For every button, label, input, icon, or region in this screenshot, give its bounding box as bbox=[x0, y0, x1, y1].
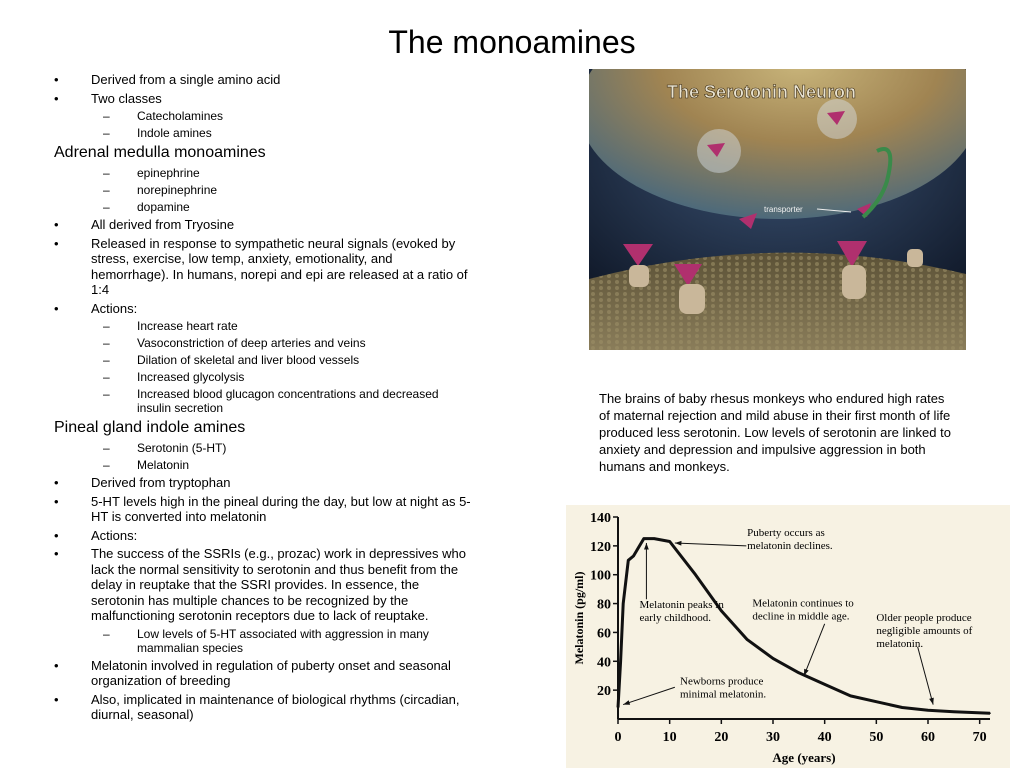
bullet-text: Indole amines bbox=[137, 126, 212, 140]
bullet-text: Melatonin bbox=[137, 458, 190, 472]
dash-marker: – bbox=[103, 126, 110, 140]
bullet-text: All derived from Tryosine bbox=[91, 217, 235, 232]
data-point bbox=[746, 639, 748, 641]
sub-bullet-item bbox=[54, 319, 474, 333]
dash-marker: – bbox=[103, 319, 110, 333]
data-point bbox=[643, 538, 645, 540]
bullet-text: Catecholamines bbox=[137, 109, 224, 123]
bullet-text: The success of the SSRIs (e.g., prozac) work in depressives who lack the normal sensitivity to serotonin and thus benefit from the delay in reuptake that the SSRI provides. In essence, the serotonin has multiple chances to be recognized by the malfunctioning serotonin receptors due to lack of reuptake. bbox=[91, 546, 466, 623]
bullet-item bbox=[54, 72, 474, 88]
x-tick-label: 70 bbox=[972, 730, 987, 745]
bullet-text: Released in response to sympathetic neural signals (evoked by stress, exercise, low temp, anxiety, emotionality, and hemorrhage). In humans, norepi and epi are released at a ratio of 1:4 bbox=[91, 235, 468, 297]
sub-bullet-item bbox=[54, 441, 474, 455]
bullet-item bbox=[54, 546, 474, 624]
serotonin-neuron-image bbox=[589, 69, 966, 350]
annotation-line: decline in middle age. bbox=[752, 610, 850, 623]
bullet-text: norepinephrine bbox=[137, 183, 218, 197]
bullet-item bbox=[54, 217, 474, 233]
y-tick-label: 20 bbox=[597, 684, 611, 700]
bullet-list bbox=[54, 72, 474, 726]
bullet-text: Actions: bbox=[91, 527, 138, 543]
bullet-item bbox=[54, 301, 474, 317]
data-point bbox=[669, 541, 671, 543]
sub-bullet-item bbox=[54, 627, 474, 655]
section-heading: Pineal gland indole amines bbox=[54, 419, 246, 436]
bullet-marker: • bbox=[54, 235, 59, 251]
x-tick-label: 60 bbox=[921, 730, 935, 745]
annotation-line: Newborns produce bbox=[680, 675, 764, 688]
dash-marker: – bbox=[103, 200, 110, 214]
data-point bbox=[633, 555, 635, 557]
image-title: The Serotonin Neuron bbox=[667, 82, 856, 102]
bullet-text: Vasoconstriction of deep arteries and veins bbox=[137, 336, 366, 350]
annotation-line: melatonin declines. bbox=[747, 539, 833, 552]
sub-bullet-item bbox=[54, 353, 474, 367]
y-tick-label: 80 bbox=[597, 597, 611, 613]
bullet-marker: • bbox=[54, 217, 59, 232]
dash-marker: – bbox=[103, 353, 110, 367]
data-point bbox=[653, 538, 655, 540]
sub-bullet-item bbox=[54, 387, 474, 415]
bullet-text: 5-HT levels high in the pineal during the day, but low at night as 5-HT is converted into melatonin bbox=[91, 493, 471, 524]
data-point bbox=[772, 658, 774, 660]
bullet-text: Also, implicated in maintenance of biological rhythms (circadian, diurnal, seasonal) bbox=[91, 691, 460, 722]
bullet-text: Derived from tryptophan bbox=[91, 475, 231, 490]
y-axis-label: Melatonin (pg/ml) bbox=[572, 571, 586, 665]
y-tick-label: 100 bbox=[590, 568, 611, 584]
sub-bullet-item bbox=[54, 166, 474, 180]
dash-marker: – bbox=[103, 336, 110, 350]
bullet-marker: • bbox=[54, 546, 59, 561]
bullet-text: Two classes bbox=[91, 90, 162, 106]
annotation-line: Puberty occurs as bbox=[747, 526, 825, 539]
bullet-item bbox=[54, 528, 474, 544]
dash-marker: – bbox=[103, 166, 110, 180]
dash-marker: – bbox=[103, 183, 110, 197]
data-point bbox=[620, 660, 622, 662]
data-point bbox=[876, 701, 878, 703]
sub-bullet-item bbox=[54, 183, 474, 197]
dash-marker: – bbox=[103, 109, 110, 123]
annotation-line: melatonin. bbox=[876, 637, 924, 650]
dash-marker: – bbox=[103, 441, 110, 455]
transporter-label: transporter bbox=[764, 205, 803, 214]
slide-title: The monoamines bbox=[388, 24, 636, 60]
annotation-line: Melatonin peaks in bbox=[639, 598, 724, 611]
bullet-text: Serotonin (5-HT) bbox=[137, 441, 227, 455]
data-point bbox=[953, 711, 955, 713]
x-tick-label: 10 bbox=[662, 730, 677, 745]
sub-bullet-item bbox=[54, 370, 474, 384]
bullet-marker: • bbox=[54, 691, 59, 707]
annotation-text bbox=[680, 675, 766, 700]
data-point bbox=[617, 707, 619, 709]
bullet-marker: • bbox=[54, 657, 59, 673]
dash-marker: – bbox=[103, 626, 110, 641]
dash-marker: – bbox=[103, 458, 110, 472]
bullet-item bbox=[54, 475, 474, 491]
annotation-line: Older people produce bbox=[876, 611, 972, 624]
sub-bullet-item bbox=[54, 336, 474, 350]
bullet-text: Increased blood glucagon concentrations and decreased insulin secretion bbox=[137, 387, 439, 415]
x-tick-label: 0 bbox=[614, 730, 622, 745]
y-tick-label: 60 bbox=[597, 626, 611, 642]
data-point bbox=[901, 707, 903, 709]
dash-marker: – bbox=[103, 387, 110, 401]
data-point bbox=[695, 574, 697, 576]
annotation-line: minimal melatonin. bbox=[680, 688, 767, 701]
bullet-marker: • bbox=[54, 527, 59, 543]
x-axis-label: Age (years) bbox=[772, 750, 836, 765]
dash-marker: – bbox=[103, 370, 110, 384]
annotation-line: Melatonin continues to bbox=[752, 597, 854, 610]
bullet-text: Increased glycolysis bbox=[137, 370, 245, 384]
bullet-item bbox=[54, 236, 474, 298]
bullet-marker: • bbox=[54, 300, 59, 316]
data-point bbox=[628, 559, 630, 561]
bullet-text: Derived from a single amino acid bbox=[91, 72, 281, 87]
data-point bbox=[850, 695, 852, 697]
bullet-text: Actions: bbox=[91, 300, 138, 316]
sub-bullet-item bbox=[54, 109, 474, 123]
bullet-text: Dilation of skeletal and liver blood vessels bbox=[137, 353, 360, 367]
bullet-item bbox=[54, 692, 474, 723]
bullet-marker: • bbox=[54, 493, 59, 509]
annotation-text bbox=[752, 597, 854, 622]
bullet-text: dopamine bbox=[137, 200, 190, 214]
annotation-line: early childhood. bbox=[639, 611, 711, 624]
bullet-marker: • bbox=[54, 72, 59, 87]
bullet-text: epinephrine bbox=[137, 166, 200, 180]
data-point bbox=[989, 712, 991, 714]
sub-bullet-item bbox=[54, 200, 474, 214]
x-tick-label: 30 bbox=[766, 730, 780, 745]
bullet-marker: • bbox=[54, 475, 59, 490]
bullet-text: Increase heart rate bbox=[137, 319, 238, 333]
bullet-text: Melatonin involved in regulation of puberty onset and seasonal organization of breeding bbox=[91, 657, 451, 688]
y-tick-label: 120 bbox=[590, 539, 611, 555]
bullet-marker: • bbox=[54, 90, 59, 106]
image-caption: The brains of baby rhesus monkeys who endured high rates of maternal rejection and mild abuse in their first month of life produced less serotonin. Low levels of serotonin are linked to anxiety and depression and impulsive aggression in both humans and monkeys. bbox=[599, 391, 951, 474]
y-tick-label: 40 bbox=[597, 655, 611, 671]
sub-bullet-item bbox=[54, 126, 474, 140]
y-tick-label: 140 bbox=[590, 511, 611, 526]
data-point bbox=[622, 603, 624, 605]
annotation-text bbox=[747, 527, 833, 552]
x-tick-label: 50 bbox=[869, 730, 884, 745]
bullet-item bbox=[54, 658, 474, 689]
melatonin-chart bbox=[566, 505, 1010, 768]
sub-bullet-item bbox=[54, 458, 474, 472]
bullet-item bbox=[54, 494, 474, 525]
data-point bbox=[927, 710, 929, 712]
section-heading: Adrenal medulla monoamines bbox=[54, 144, 266, 161]
bullet-item bbox=[54, 91, 474, 107]
data-point bbox=[798, 672, 800, 674]
bullet-text: Low levels of 5-HT associated with aggression in many mammalian species bbox=[137, 626, 429, 655]
annotation-line: negligible amounts of bbox=[876, 624, 973, 637]
x-tick-label: 40 bbox=[817, 730, 832, 745]
data-point bbox=[824, 684, 826, 686]
x-tick-label: 20 bbox=[714, 730, 729, 745]
